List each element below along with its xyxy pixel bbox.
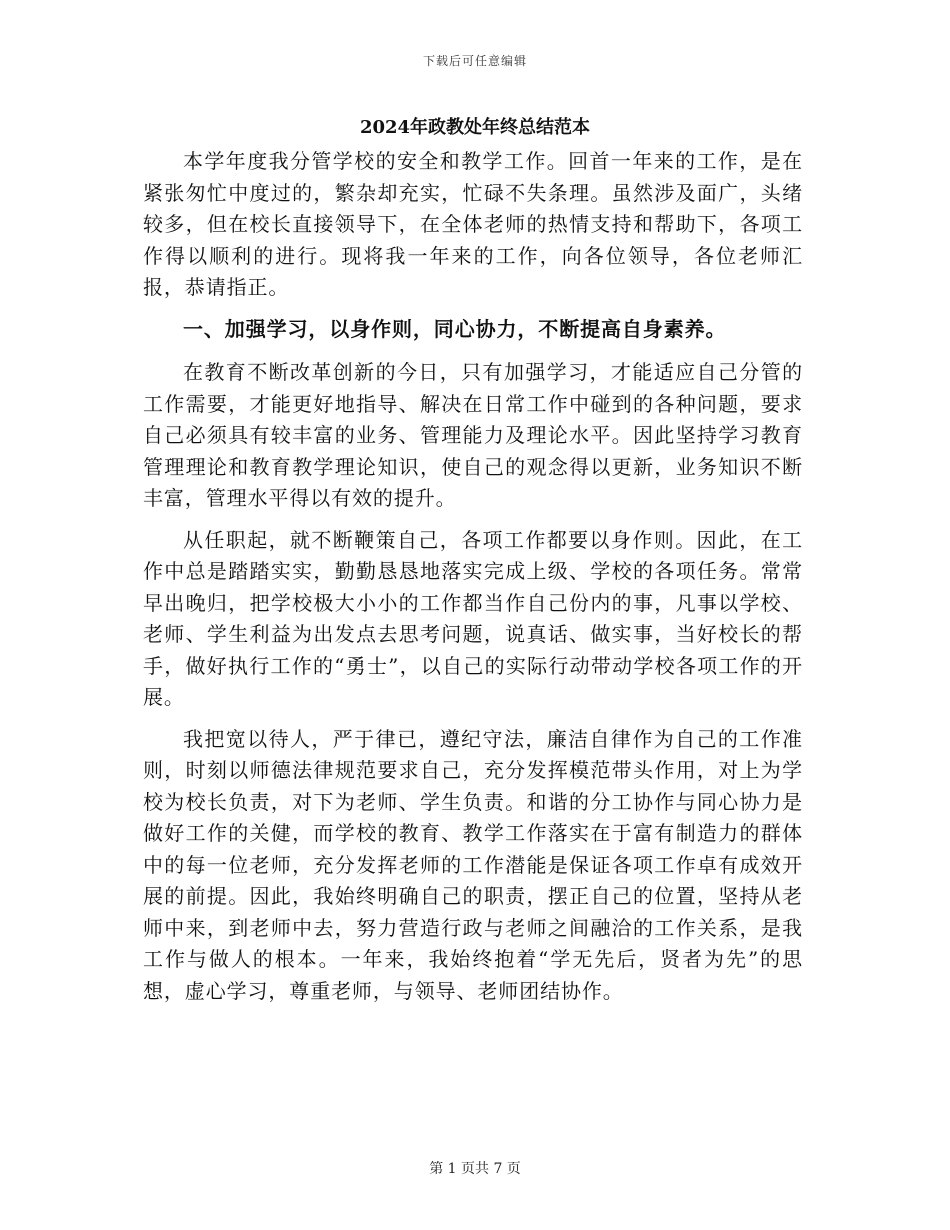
paragraph-3: 我把宽以待人，严于律已，遵纪守法，廉洁自律作为自己的工作准则，时刻以师德法律规范要求自己，充分发挥模范带头作用，对上为学校为校长负责，对下为老师、学生负责。和谐的分工协作与同心协力是做好工作的关健，而学校的教育、教学工作落实在于富有制造力的群体中的每一位老师，充分发挥老师的工作潜能是保证各项工作卓有成效开展的前提。因此，我始终明确自己的职责，摆正自己的位置，坚持从老师中来，到老师中去，努力营造行政与老师之间融洽的工作关系，是我工作与做人的根本。一年来，我始终抱着“学无先后，贤者为先”的思想，虚心学习，尊重老师，与领导、老师团结协作。: [143, 726, 803, 1003]
section-heading-1: 一、加强学习，以身作则，同心协力，不断提高自身素养。: [183, 316, 727, 341]
document-title: 2024年政教处年终总结范本: [359, 117, 591, 138]
intro-paragraph: 本学年度我分管学校的安全和教学工作。回首一年来的工作，是在紧张匆忙中度过的，繁杂却充实，忙碌不失条理。虽然涉及面广，头绪较多，但在校长直接领导下，在全体老师的热情支持和帮助下，各项工作得以顺利的进行。现将我一年来的工作，向各位领导，各位老师汇报，恭请指正。: [143, 149, 803, 299]
page-footer: 第 1 页共 7 页: [429, 1161, 521, 1177]
page-header: 下载后可任意编辑: [422, 54, 527, 68]
paragraph-2: 从任职起，就不断鞭策自己，各项工作都要以身作则。因此，在工作中总是踏踏实实，勤勤恳恳地落实完成上级、学校的各项任务。常常早出晚归，把学校极大小小的工作都当作自己份内的事，凡事以学校、老师、学生利益为出发点去思考问题，说真话、做实事，当好校长的帮手，做好执行工作的“勇士”，以自己的实际行动带动学校各项工作的开展。: [143, 527, 803, 709]
document-body: [143, 110, 803, 1017]
paragraph-1: 在教育不断改革创新的今日，只有加强学习，才能适应自己分管的工作需要，才能更好地指导、解决在日常工作中碰到的各种问题，要求自己必须具有较丰富的业务、管理能力及理论水平。因此坚持学习教育管理理论和教育教学理论知识，使自己的观念得以更新，业务知识不断丰富，管理水平得以有效的提升。: [143, 360, 803, 510]
